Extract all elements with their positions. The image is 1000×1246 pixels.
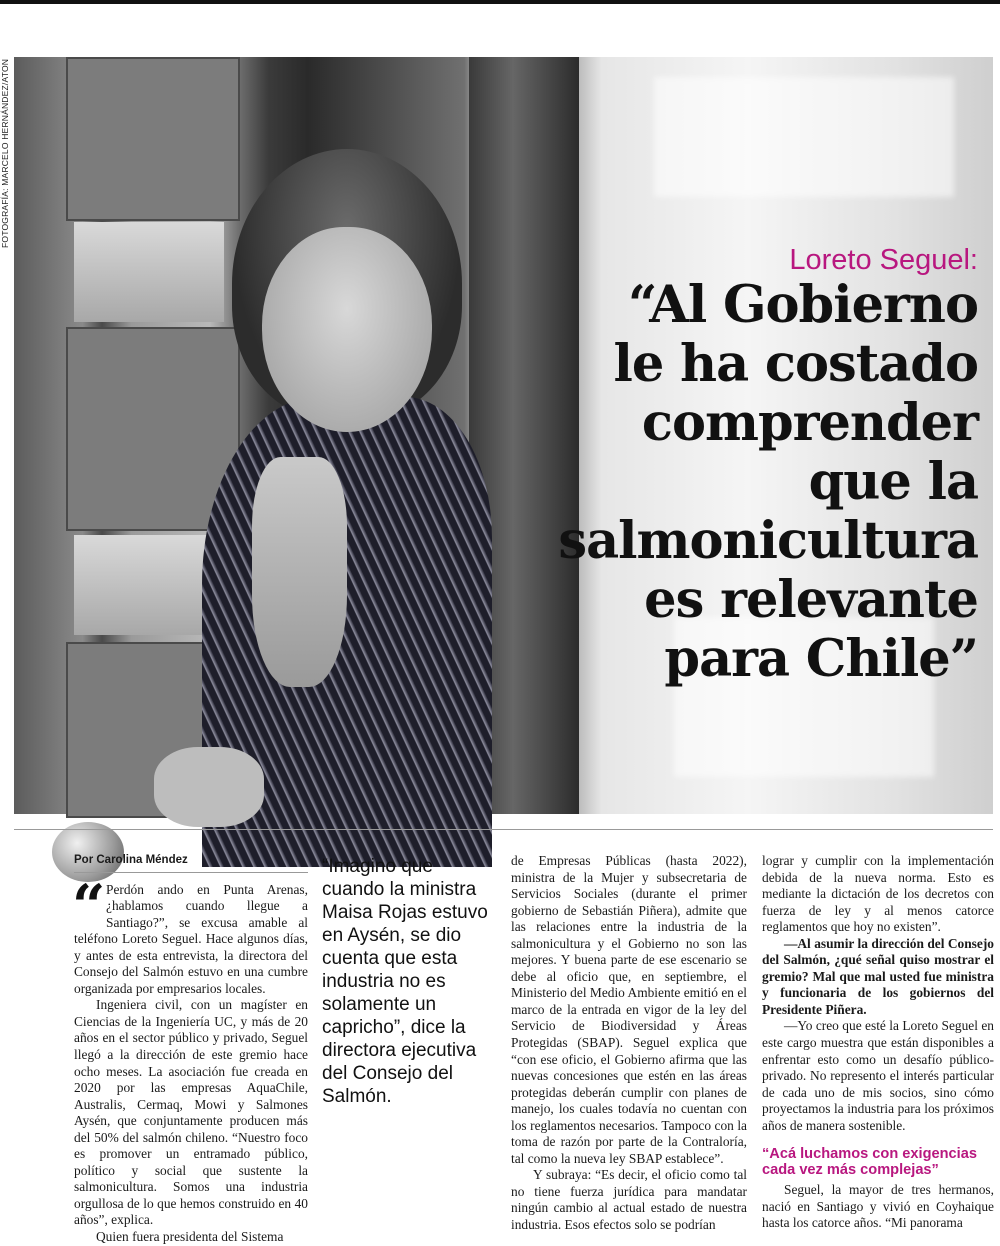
interview-question: —Al asumir la dirección del Consejo del Salmón, ¿qué señal quiso mostrar el gremio? Mal que mal usted fue ministra y funcionaria de los gobiernos del Presidente Piñera. [762, 935, 994, 1017]
article-column-3 [511, 853, 747, 1233]
door-panel [66, 57, 240, 221]
headline-line: “Al Gobierno [627, 275, 978, 335]
body-paragraph: de Empresas Públicas (hasta 2022), ministra de la Mujer y subsecretaria de Servicios Sociales (durante el primer gobierno de Sebastián Piñera), admite que las relaciones entre la industria de la salmonicultura y el Gobierno no son las mejores. Y buena parte de ese escenario se debe al oficio que, en septiembre, el Ministerio del Medio Ambiente emitió en el marco de la entrada en vigor de la ley del Servicio de Biodiversidad y Áreas Protegidas (SBAP). Seguel explica que “con ese oficio, el Gobierno afirma que las nuevas concesiones que estén en las áreas protegidas deberán cumplir con planes de manejo, los cuales todavía no cuentan con los reglamentos necesarios. Tampoco con la toma de razón por parte de la Contraloría, tal como la nueva ley SBAP establece”. [511, 853, 747, 1166]
headline-line: para Chile” [664, 629, 978, 689]
window-light [654, 77, 954, 197]
body-paragraph: lograr y cumplir con la implementación debida de la nueva norma. Esto es mediante la dictación de los decretos con fuerza de ley y al menos catorce reglamentos que hoy no existen”. [762, 853, 994, 935]
headline-line: es relevante [644, 570, 978, 630]
byline: Por Carolina Méndez [74, 852, 308, 873]
neckline [252, 457, 347, 687]
lead-paragraph: “ Perdón ando en Punta Arenas, ¿hablamos cuando llegue a Santiago?”, se excusa amable al teléfono Loreto Seguel. Hace algunos días, y antes de esta entrevista, la directora del Consejo del Salmón estuvo en una cumbre organizada por empresarios locales. [72, 871, 308, 996]
article-column-1 [72, 852, 308, 1245]
section-subhead: “Acá luchamos con exigencias cada vez más complejas” [762, 1146, 977, 1179]
hand [154, 747, 264, 827]
drop-quote-mark: “ [72, 871, 106, 940]
headline-line: le ha costado [613, 334, 978, 394]
body-paragraph: Quien fuera presidenta del Sistema [96, 1229, 284, 1245]
door-glass [74, 222, 224, 322]
body-paragraph: Ingeniera civil, con un magíster en Ciencias de la Ingeniería UC, y más de 20 años en el sector público y privado, Seguel llegó a la dirección de este gremio hace ocho meses. La asociación fue creada en 2020 por las empresas AquaChile, Australis, Cermaq, Mowi y Salmones Aysén, que conjuntamente producen más del 50% del salmón chileno. “Nuestro foco es promover un entramado público, político y social que sustente la salmonicultura. Somos una industria orgullosa de lo que hemos construido en 40 años”, explica. [74, 997, 308, 1228]
interview-answer: —Yo creo que esté la Loreto Seguel en este cargo muestra que están disponibles a enfrentar esto como un desafío público-privado. No represento el interés particular de cada uno de mis socios, sino cómo proyectamos la industria para los próximos años de manera sostenible. [762, 1018, 994, 1133]
headline-line: que la [808, 452, 978, 512]
headline-line: comprender [641, 393, 978, 453]
top-rule [0, 0, 1000, 4]
body-paragraph: Seguel, la mayor de tres hermanos, nació en Santiago y vivió en Coyhaique hasta los catorce años. “Mi panorama [762, 1182, 994, 1231]
body-paragraph: Y subraya: “Es decir, el oficio como tal no tiene fuerza jurídica para mandatar ningún cambio al actual estado de nuestra industria. Esos efectos solo se podrían [511, 1167, 747, 1233]
section-divider [14, 829, 993, 830]
headline [418, 276, 978, 689]
pull-quote: “Imagino que cuando la ministra Maisa Rojas estuvo en Aysén, se dio cuenta que esta industria no es solamente un capricho”, dice la directora ejecutiva del Consejo del Salmón. [322, 856, 488, 1107]
face [262, 227, 432, 432]
headline-kicker: Loreto Seguel: [789, 244, 978, 276]
photo-credit: FOTOGRAFÍA: MARCELO HERNÁNDEZ/ATON [0, 58, 10, 248]
headline-line: salmonicultura [558, 511, 978, 571]
article-column-4 [762, 853, 994, 1231]
